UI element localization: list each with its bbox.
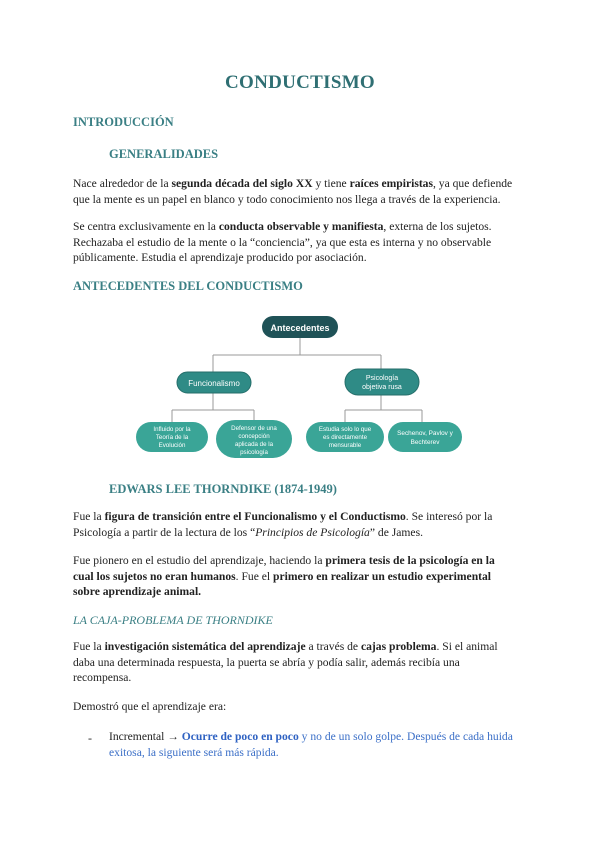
node-teoria-evolucion-line2: Teoría de la bbox=[155, 434, 189, 441]
node-concepcion-aplicada-line3: aplicada de la bbox=[234, 441, 274, 448]
paragraph-demostro: Demostró que el aprendizaje era: bbox=[73, 700, 227, 713]
bullet-dash: - bbox=[88, 731, 92, 745]
node-teoria-evolucion-line1: Influido por la bbox=[153, 426, 191, 433]
node-concepcion-aplicada-line4: psicología bbox=[240, 449, 268, 456]
paragraph-conducta: Se centra exclusivamente en la conducta observable y manifiesta, externa de los sujetos. Rechazaba el estudio de la mente o la “conciencia”, ya que esta es interna y no observable públicamente. Estudia el aprendizaje producido por asociación. bbox=[73, 220, 492, 264]
heading-antecedentes: ANTECEDENTES DEL CONDUCTISMO bbox=[73, 279, 303, 293]
node-sechenov-pavlov bbox=[388, 422, 462, 452]
node-psicologia-rusa-line2: objetiva rusa bbox=[362, 384, 402, 391]
node-concepcion-aplicada-line2: concepción bbox=[238, 433, 270, 440]
bullet-incremental: Incremental → Ocurre de poco en poco y no de un solo golpe. Después de cada huida exitosa, la siguiente será más rápida. bbox=[109, 730, 513, 759]
heading-thorndike: EDWARS LEE THORNDIKE (1874-1949) bbox=[109, 482, 337, 496]
heading-caja-problema: LA CAJA-PROBLEMA DE THORNDIKE bbox=[73, 613, 273, 627]
node-funcionalismo-label: Funcionalismo bbox=[188, 379, 240, 388]
node-teoria-evolucion-line3: Evolución bbox=[158, 442, 186, 449]
node-psicologia-rusa bbox=[345, 369, 419, 395]
paragraph-pionero: Fue pionero en el estudio del aprendizaje, haciendo la primera tesis de la psicología en la cual los sujetos no eran humanos. Fue el primero en realizar un estudio experimental sobre aprendizaje animal. bbox=[73, 554, 495, 598]
heading-generalidades: GENERALIDADES bbox=[109, 147, 219, 161]
node-mensurable-line1: Estudia solo lo que bbox=[318, 426, 372, 433]
page-title: CONDUCTISMO bbox=[224, 72, 376, 93]
node-concepcion-aplicada-line1: Defensor de una bbox=[231, 425, 277, 432]
node-mensurable-line2: es directamente bbox=[322, 434, 368, 441]
node-sechenov-pavlov-line2: Bechterev bbox=[410, 439, 440, 446]
node-sechenov-pavlov-line1: Sechenov, Pavlov y bbox=[397, 430, 453, 437]
paragraph-caja: Fue la investigación sistemática del aprendizaje a través de cajas problema. Si el animal daba una determinada respuesta, la puerta se abría y podía salir, además recibía una recompensa. bbox=[73, 640, 498, 684]
node-root-label: Antecedentes bbox=[270, 323, 330, 333]
node-psicologia-rusa-line1: Psicología bbox=[365, 375, 399, 382]
node-mensurable-line3: mensurable bbox=[328, 442, 362, 449]
paragraph-transicion: Fue la figura de transición entre el Funcionalismo y el Conductismo. Se interesó por la Psicología a partir de la lectura de los “Principios de Psicología” de James. bbox=[73, 510, 493, 539]
paragraph-origen: Nace alrededor de la segunda década del siglo XX y tiene raíces empiristas, ya que defiende que la mente es un papel en blanco y todo conocimiento nos llega a través de la experiencia. bbox=[73, 177, 513, 206]
heading-introduccion: INTRODUCCIÓN bbox=[73, 115, 174, 129]
